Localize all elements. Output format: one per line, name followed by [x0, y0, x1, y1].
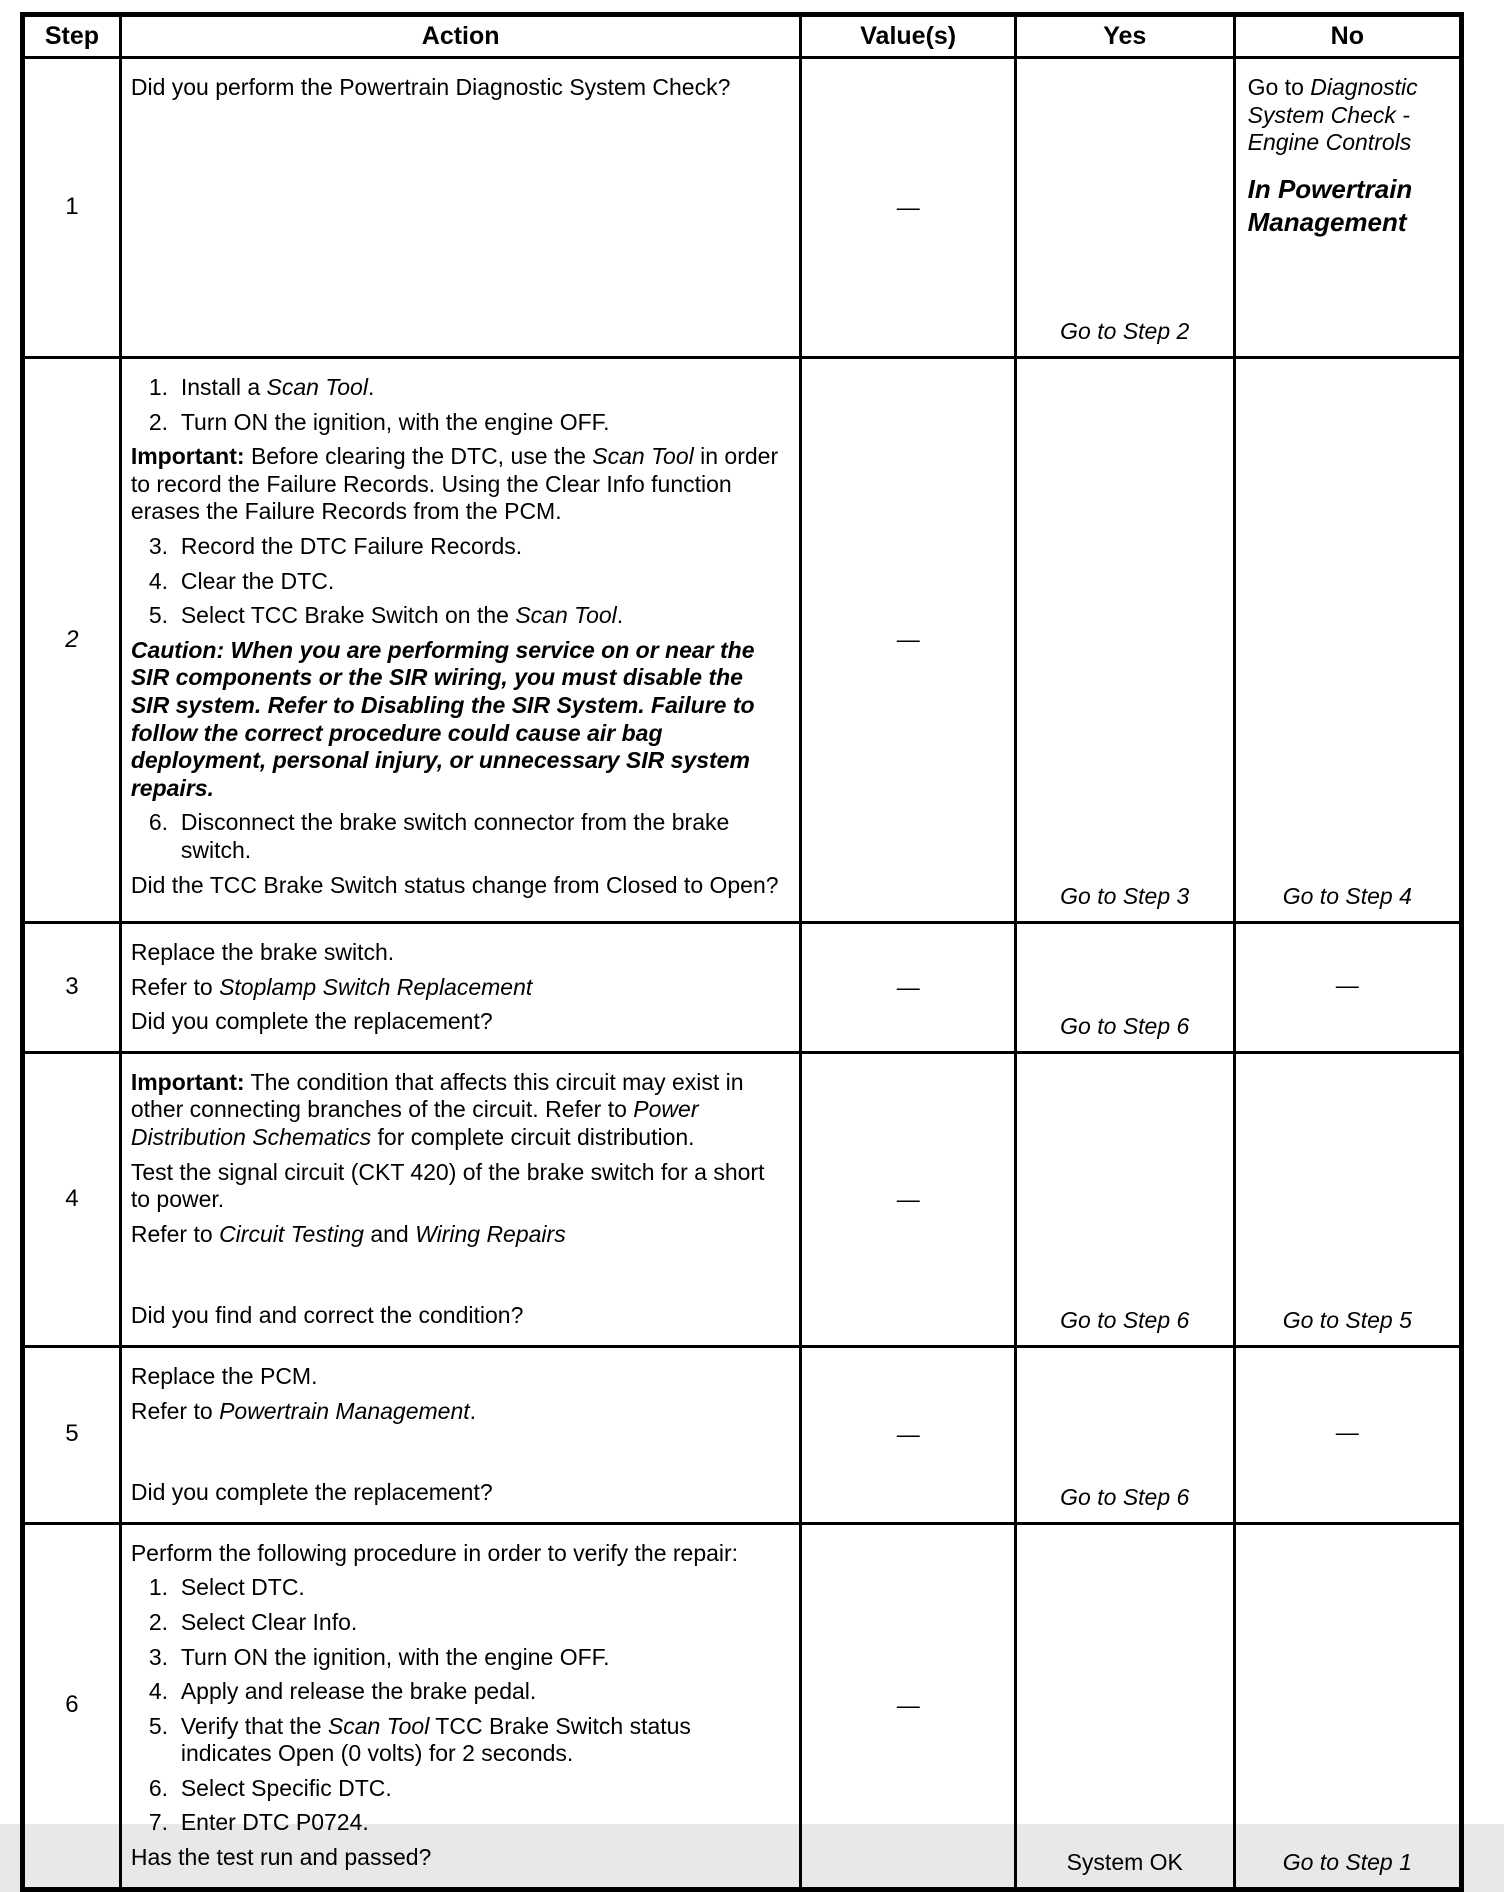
text-segment: Test the signal circuit (CKT 420) of the brake switch for a short to power. — [130, 1158, 765, 1213]
text-segment: Enter DTC P0724. — [180, 1809, 369, 1836]
text-segment: Select DTC. — [180, 1574, 305, 1601]
table-row-step-1 — [23, 58, 1462, 358]
text-segment: . — [367, 374, 375, 400]
spacer — [131, 1255, 786, 1295]
text-segment: The condition that affects this circuit may exist in other connecting branches of the circuit. Refer to — [130, 1068, 744, 1123]
text-segment: Scan Tool — [592, 443, 694, 470]
list-number: 6. — [148, 809, 169, 836]
list-item-text — [181, 1775, 786, 1803]
yes-text: Go to Step 3 — [1060, 883, 1190, 910]
list-item-text — [181, 809, 786, 864]
text-segment: Diagnostic System Check - Engine Controls — [1247, 74, 1418, 156]
no-cell — [1234, 923, 1461, 1053]
text-block — [131, 1398, 786, 1426]
list-number: 1. — [148, 1574, 169, 1601]
value-dash: — — [896, 1185, 920, 1212]
text-segment: Wiring Repairs — [415, 1220, 566, 1247]
text-block — [131, 872, 786, 900]
list-item — [131, 1809, 786, 1837]
table-row-step-3 — [23, 923, 1462, 1053]
no-cell — [1234, 1346, 1461, 1523]
text-block — [131, 1159, 786, 1214]
yes-cell — [1015, 58, 1234, 358]
table-body — [23, 58, 1462, 1890]
text-segment: Did the TCC Brake Switch status change from Closed to Open? — [130, 871, 779, 898]
value-cell — [801, 358, 1015, 923]
text-segment: Powertrain Management — [219, 1397, 470, 1424]
list-item — [131, 1644, 786, 1672]
text-segment: Perform the following procedure in order to verify the repair: — [130, 1539, 739, 1566]
text-segment: Replace the PCM. — [130, 1362, 318, 1389]
action-cell — [120, 58, 801, 358]
list-number: 2. — [148, 408, 169, 435]
yes-cell — [1015, 923, 1234, 1053]
text-segment: for complete circuit distribution. — [371, 1123, 695, 1150]
no-text: Go to Step 5 — [1282, 1307, 1412, 1334]
value-dash: — — [896, 1421, 920, 1448]
list-item-text — [181, 602, 786, 630]
no-text: Go to Step 4 — [1282, 883, 1412, 910]
text-block — [131, 74, 786, 102]
col-header-step: Step — [23, 15, 121, 58]
list-number: 1. — [148, 374, 169, 400]
text-segment: Disconnect the brake switch connector from the brake switch. — [180, 809, 730, 863]
list-item — [131, 409, 786, 437]
step-number: 1 — [23, 58, 121, 358]
text-segment: Caution: When you are performing service on or near the SIR components or the SIR wiring, you must disable the SIR system. Refer to Disabling the SIR System. Failure to follow the correct procedure could cause air bag deployment, personal injury, or unnecessary SIR system repairs. — [130, 636, 755, 801]
text-segment: Refer to — [130, 1397, 220, 1424]
list-item — [131, 809, 786, 864]
list-number: 5. — [148, 602, 169, 629]
list-number: 4. — [148, 1678, 169, 1705]
text-segment: Apply and release the brake pedal. — [180, 1678, 537, 1705]
no-cell — [1234, 58, 1461, 358]
text-block — [131, 1008, 786, 1036]
list-number: 3. — [148, 1643, 169, 1670]
yes-cell — [1015, 1052, 1234, 1346]
no-cell — [1234, 1523, 1461, 1889]
step-number: 6 — [23, 1523, 121, 1889]
table-row-step-2 — [23, 358, 1462, 923]
text-segment: Did you perform the Powertrain Diagnostic System Check? — [130, 74, 731, 100]
text-segment: Refer to — [130, 1220, 220, 1247]
col-header-action: Action — [120, 15, 801, 58]
action-cell — [120, 1523, 801, 1889]
list-item — [131, 1609, 786, 1637]
action-cell — [120, 1052, 801, 1346]
no-text: — — [1335, 1419, 1359, 1446]
text-segment: Has the test run and passed? — [130, 1844, 432, 1871]
text-segment: Power Distribution Schematics — [130, 1096, 699, 1150]
header-row — [23, 15, 1462, 58]
text-segment: . — [616, 602, 624, 629]
text-segment: In Powertrain Management — [1247, 173, 1413, 238]
list-item-text — [181, 374, 786, 402]
action-cell — [120, 923, 801, 1053]
text-segment: TCC Brake Switch status indicates Open (0 volts) for 2 seconds. — [180, 1712, 691, 1767]
action-cell — [120, 358, 801, 923]
list-item-text — [181, 1809, 786, 1837]
text-block — [1248, 173, 1451, 240]
list-number: 5. — [148, 1712, 169, 1739]
text-segment: Before clearing the DTC, use the — [244, 443, 593, 470]
text-segment: Install a — [180, 374, 267, 400]
list-number: 3. — [148, 532, 169, 559]
list-item — [131, 533, 786, 561]
text-block — [131, 1069, 786, 1152]
text-segment: Did you complete the replacement? — [130, 1479, 493, 1506]
text-segment: Clear the DTC. — [180, 567, 335, 594]
value-dash: — — [896, 193, 920, 220]
step-number: 3 — [23, 923, 121, 1053]
yes-cell — [1015, 1523, 1234, 1889]
list-item-text — [181, 1644, 786, 1672]
text-block — [131, 1844, 786, 1872]
list-item-text — [181, 533, 786, 561]
text-segment: Select TCC Brake Switch on the — [180, 602, 516, 629]
value-cell — [801, 1052, 1015, 1346]
col-header-yes: Yes — [1015, 15, 1234, 58]
list-item — [131, 1775, 786, 1803]
text-segment: Scan Tool — [515, 602, 617, 629]
text-segment: Refer to — [130, 973, 220, 1000]
text-segment: Replace the brake switch. — [130, 939, 395, 965]
list-item-text — [181, 1574, 786, 1602]
table-row-step-4 — [23, 1052, 1462, 1346]
value-dash: — — [896, 626, 920, 653]
yes-text: Go to Step 6 — [1060, 1013, 1190, 1040]
list-number: 6. — [148, 1774, 169, 1801]
list-number: 7. — [148, 1809, 169, 1836]
step-number: 4 — [23, 1052, 121, 1346]
col-header-no: No — [1234, 15, 1461, 58]
text-segment: Important: — [130, 1068, 245, 1095]
list-item — [131, 1713, 786, 1768]
text-segment: Scan Tool — [266, 374, 368, 400]
no-cell — [1234, 358, 1461, 923]
list-item — [131, 1574, 786, 1602]
value-cell — [801, 923, 1015, 1053]
spacer — [131, 1432, 786, 1472]
list-number: 4. — [148, 567, 169, 594]
text-block — [131, 1540, 786, 1568]
text-segment: Circuit Testing — [219, 1220, 364, 1247]
text-block — [131, 1221, 786, 1249]
text-segment: Turn ON the ignition, with the engine OFF. — [180, 408, 610, 435]
list-item — [131, 374, 786, 402]
yes-text: Go to Step 6 — [1060, 1484, 1190, 1511]
text-segment: Verify that the — [180, 1712, 328, 1739]
text-block — [131, 1363, 786, 1391]
yes-text: System OK — [1066, 1849, 1183, 1876]
text-block — [131, 1479, 786, 1507]
table-header — [23, 15, 1462, 58]
yes-text: Go to Step 6 — [1060, 1307, 1190, 1334]
text-segment: Stoplamp Switch Replacement — [219, 973, 533, 1000]
yes-cell — [1015, 358, 1234, 923]
value-dash: — — [896, 973, 920, 1000]
value-dash: — — [896, 1691, 920, 1718]
text-segment: Select Clear Info. — [180, 1608, 358, 1635]
table-row-step-5 — [23, 1346, 1462, 1523]
text-segment: and — [363, 1220, 416, 1247]
list-item-text — [181, 409, 786, 437]
text-segment: Scan Tool — [327, 1712, 430, 1739]
diagnostic-table — [20, 12, 1464, 1892]
list-item — [131, 602, 786, 630]
value-cell — [801, 1523, 1015, 1889]
text-segment: Record the DTC Failure Records. — [180, 532, 523, 559]
action-cell — [120, 1346, 801, 1523]
value-cell — [801, 1346, 1015, 1523]
list-item-text — [181, 1678, 786, 1706]
text-segment: . — [469, 1397, 477, 1424]
list-item-text — [181, 1713, 786, 1768]
yes-text: Go to Step 2 — [1060, 318, 1190, 345]
col-header-values: Value(s) — [801, 15, 1015, 58]
yes-cell — [1015, 1346, 1234, 1523]
no-text: Go to Step 1 — [1282, 1849, 1412, 1876]
text-segment: Did you complete the replacement? — [130, 1008, 493, 1035]
value-cell — [801, 58, 1015, 358]
text-block — [131, 974, 786, 1002]
text-segment: Important: — [130, 443, 245, 470]
text-segment: Go to — [1247, 74, 1311, 100]
list-item — [131, 568, 786, 596]
list-item — [131, 1678, 786, 1706]
text-block — [1248, 74, 1451, 157]
table-row-step-6 — [23, 1523, 1462, 1889]
text-segment: in order to record the Failure Records. Using the Clear Info function erases the Failure Records from the PCM. — [130, 443, 779, 525]
no-text: — — [1335, 971, 1359, 998]
text-block — [131, 637, 786, 803]
no-cell — [1234, 1052, 1461, 1346]
text-segment: Select Specific DTC. — [180, 1774, 392, 1801]
list-number: 2. — [148, 1608, 169, 1635]
text-segment: Turn ON the ignition, with the engine OFF. — [180, 1643, 610, 1670]
text-block — [131, 443, 786, 526]
step-number: 5 — [23, 1346, 121, 1523]
text-block — [131, 1302, 786, 1330]
step-number: 2 — [23, 358, 121, 923]
text-block — [131, 939, 786, 967]
list-item-text — [181, 568, 786, 596]
list-item-text — [181, 1609, 786, 1637]
text-segment: Did you find and correct the condition? — [130, 1302, 524, 1329]
